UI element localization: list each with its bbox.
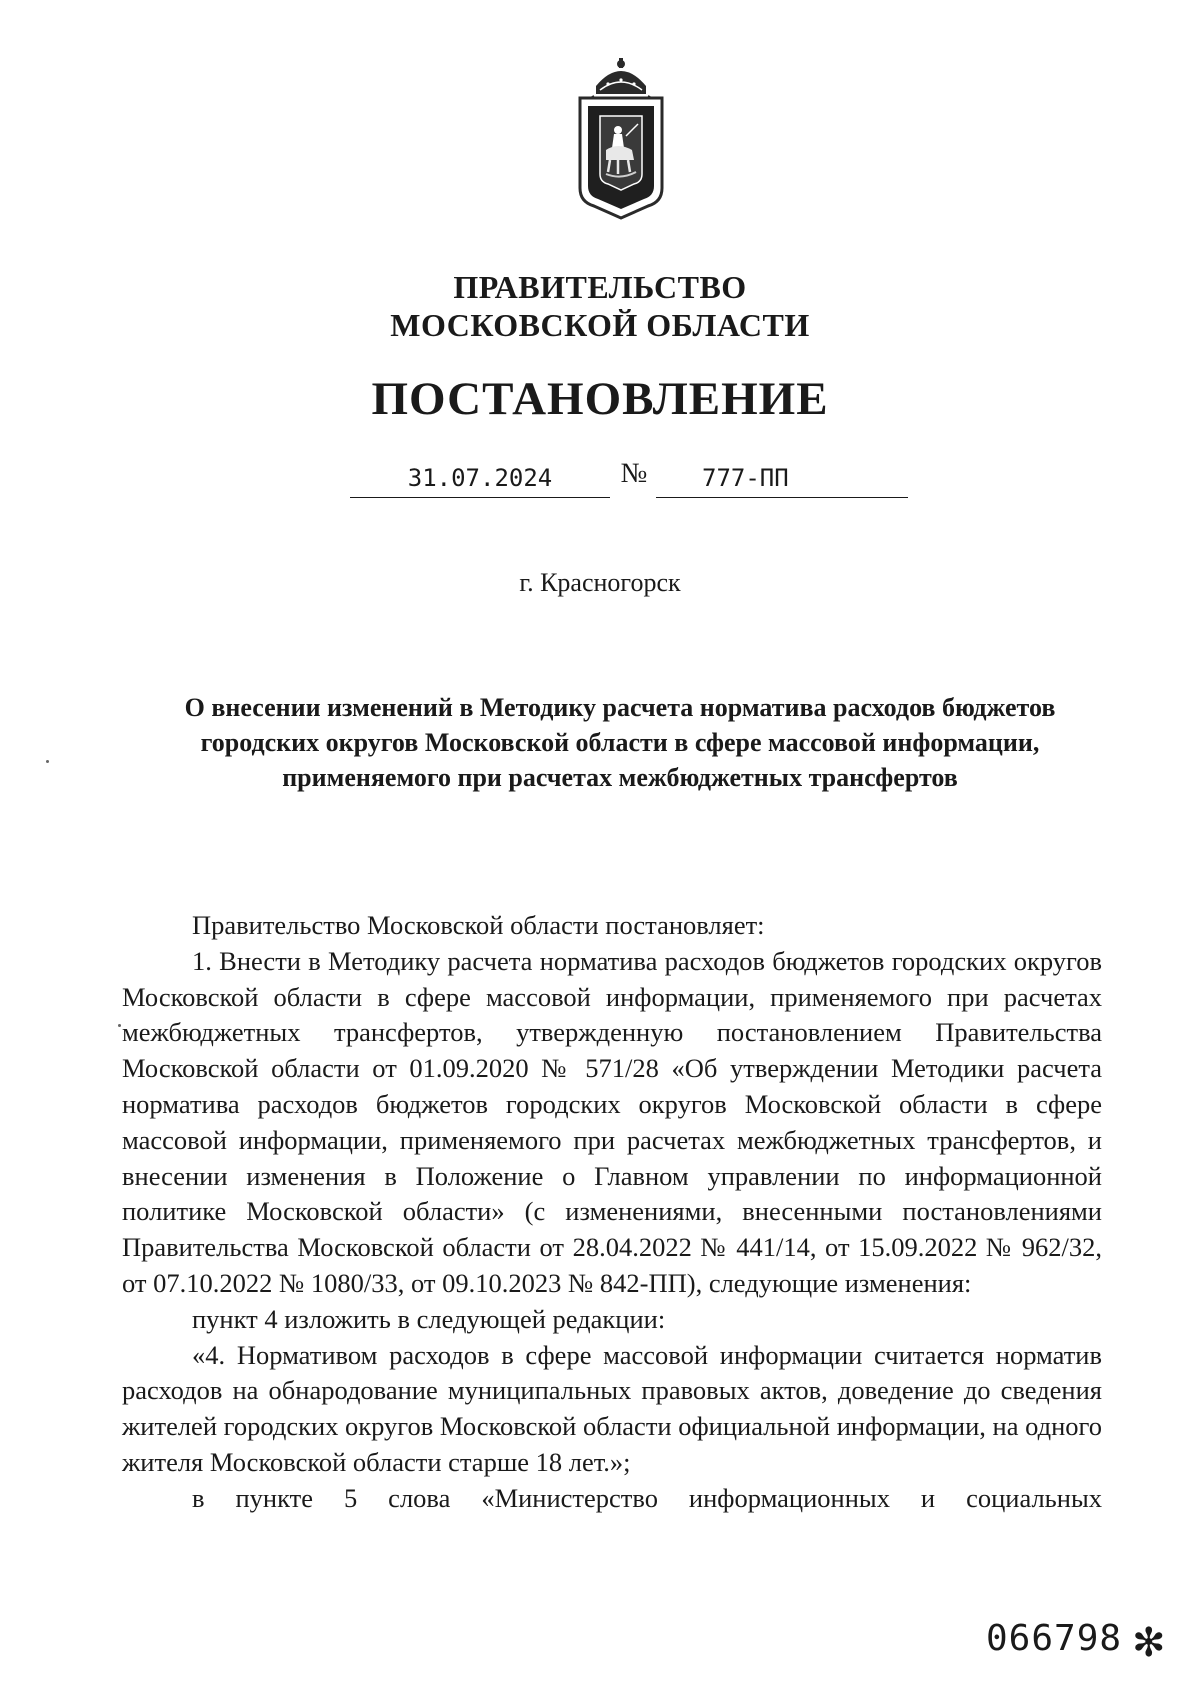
document-number: 777-ПП	[656, 458, 908, 498]
document-date: 31.07.2024	[350, 458, 610, 498]
asterisk-mark-icon: ✻	[1132, 1620, 1166, 1666]
number-sign: №	[620, 458, 648, 489]
scan-speck	[46, 760, 49, 763]
body-paragraph: Правительство Московской области постановляет:	[192, 910, 765, 940]
subject-line: применяемого при расчетах межбюджетных трансфертов	[282, 763, 958, 792]
body-paragraph: пункт 4 изложить в следующей редакции:	[192, 1303, 666, 1334]
document-type-title: ПОСТАНОВЛЕНИЕ	[371, 373, 829, 425]
scan-speck	[118, 1024, 121, 1027]
serial-number: 066798	[986, 1618, 1123, 1659]
body-paragraph: 1. Внести в Методику расчета норматива расходов бюджетов городских округов Московской области в сфере массовой информации, применяемого при расчетах межбюджетных трансфертов, утвержденную постановлением Правительства Московской области от 01.09.2020 № 571/28 «Об утверждении Методики расчета норматива расходов бюджетов городских округов Московской области в сфере массовой информации, применяемого при расчетах межбюджетных трансфертов, и внесении изменения в Положение о Главном управлении по информационной политике Московской области» (с изменениями, внесенными постановлениями Правительства Московской области от 28.04.2022 № 441/14, от 15.09.2022 № 962/32, от 07.10.2022 № 1080/33, от 09.10.2023 № 842-ПП), следующие изменения:	[122, 945, 1102, 1298]
moscow-oblast-coat-of-arms-icon	[566, 56, 676, 224]
subject-line: О внесении изменений в Методику расчета норматива расходов бюджетов	[184, 693, 1056, 722]
document-subject	[140, 690, 1100, 795]
subject-line: городских округов Московской области в сфере массовой информации,	[200, 728, 1040, 757]
organization-name-line2: МОСКОВСКОЙ ОБЛАСТИ	[390, 307, 810, 343]
body-paragraph: в пункте 5 слова «Министерство информационных и социальных	[192, 1482, 1102, 1513]
document-body	[122, 908, 1102, 1517]
body-paragraph: «4. Нормативом расходов в сфере массовой информации считается норматив расходов на обнародование муниципальных правовых актов, доведение до сведения жителей городских округов Московской области официальной информации, на одного жителя Московской области старше 18 лет.»;	[122, 1339, 1102, 1477]
organization-name-line1: ПРАВИТЕЛЬСТВО	[453, 269, 747, 305]
issue-city: г. Красногорск	[519, 568, 681, 597]
